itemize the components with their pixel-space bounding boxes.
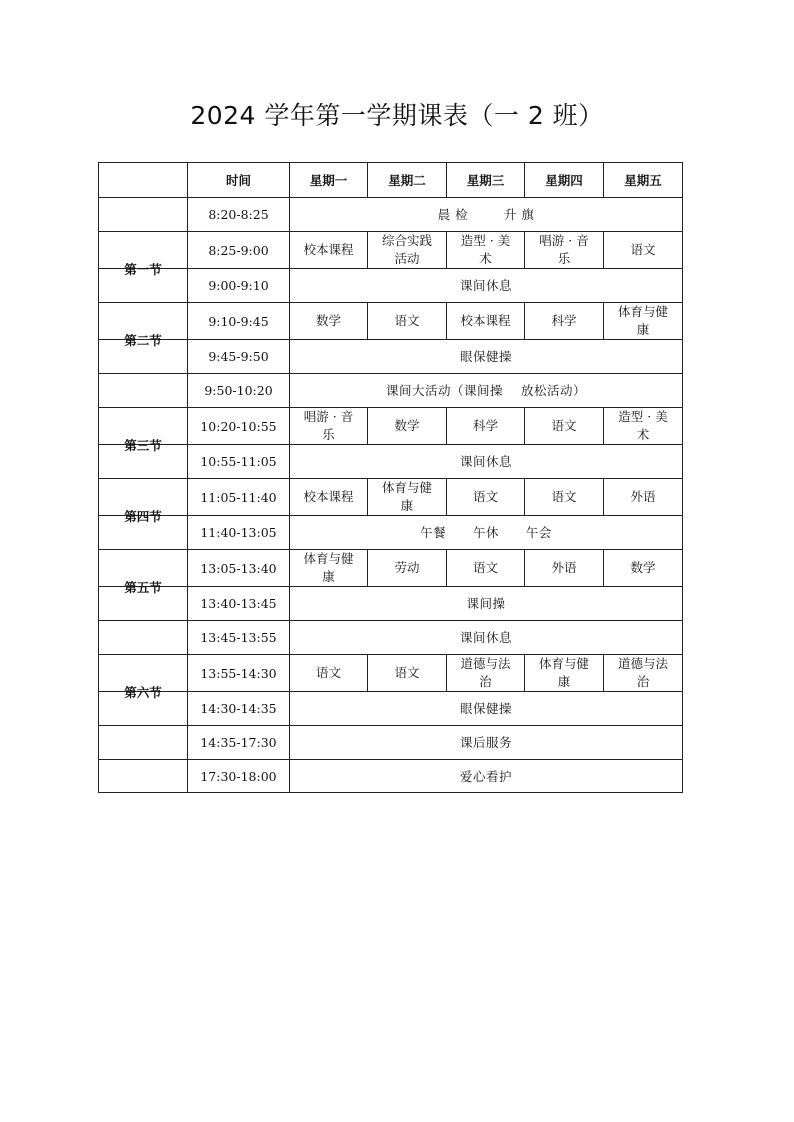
period-cell: [99, 198, 188, 232]
subject-cell: [604, 479, 683, 516]
activity-label: 眼保健操: [459, 701, 512, 716]
table-row: [99, 269, 683, 303]
period-cell: [99, 408, 188, 453]
subject-cell: [604, 655, 683, 692]
table-row: [99, 587, 683, 621]
time-cell: 13:40-13:45: [188, 587, 290, 621]
subject-cell: [368, 550, 447, 587]
subject-label: 道德与法治: [617, 656, 668, 689]
time-cell: 13:45-13:55: [188, 621, 290, 655]
time-cell: 10:55-11:05: [188, 445, 290, 479]
subject-label: 语文: [394, 665, 420, 680]
period-cell: [99, 479, 188, 524]
table-row: [99, 408, 683, 445]
table-row: [99, 516, 683, 550]
subject-label: 道德与法治: [460, 656, 511, 689]
activity-label: 课间休息: [459, 630, 512, 645]
time-cell: 17:30-18:00: [188, 760, 290, 793]
subject-cell: [525, 303, 604, 340]
subject-label: 语文: [551, 418, 577, 433]
table-row: [99, 303, 683, 340]
time-cell: 9:45-9:50: [188, 340, 290, 374]
activity-label: 午餐 午休 午会: [420, 525, 552, 540]
time-cell: 9:00-9:10: [188, 269, 290, 303]
subject-label: 外语: [551, 560, 577, 575]
period-cell: [99, 655, 188, 700]
subject-label: 体育与健康: [381, 480, 432, 513]
table-row: [99, 550, 683, 587]
subject-label: 体育与健康: [617, 304, 668, 337]
activity-cell: [290, 269, 683, 303]
activity-label: 课后服务: [459, 735, 512, 750]
header-blank: [99, 163, 188, 198]
time-cell: 9:10-9:45: [188, 303, 290, 340]
subject-label: 数学: [394, 418, 420, 433]
activity-cell: [290, 340, 683, 374]
subject-cell: [290, 303, 368, 340]
header-monday: 星期一: [290, 163, 368, 198]
period-label: 第六节: [124, 685, 162, 700]
subject-label: 唱游 · 音乐: [303, 409, 354, 442]
subject-label: 语文: [472, 560, 498, 575]
activity-cell: [290, 726, 683, 760]
subject-label: 科学: [472, 418, 498, 433]
subject-cell: [368, 408, 447, 445]
period-label: 第二节: [124, 333, 162, 348]
period-cell: [99, 374, 188, 408]
period-label: 第五节: [124, 580, 162, 595]
subject-cell: [525, 550, 604, 587]
subject-cell: [368, 479, 447, 516]
timetable: [98, 162, 683, 793]
table-row: [99, 232, 683, 269]
subject-label: 外语: [630, 489, 656, 504]
subject-cell: [290, 479, 368, 516]
table-row: [99, 692, 683, 726]
table-row: [99, 198, 683, 232]
subject-cell: [604, 408, 683, 445]
activity-cell: [290, 760, 683, 793]
subject-label: 语文: [394, 313, 420, 328]
activity-label: 课间大活动（课间操 放松活动）: [386, 383, 586, 398]
table-row: [99, 726, 683, 760]
time-cell: 14:35-17:30: [188, 726, 290, 760]
activity-cell: [290, 198, 683, 232]
subject-cell: [290, 655, 368, 692]
activity-cell: [290, 621, 683, 655]
time-cell: 10:20-10:55: [188, 408, 290, 445]
time-cell: 11:40-13:05: [188, 516, 290, 550]
activity-cell: [290, 374, 683, 408]
activity-label: 眼保健操: [459, 349, 512, 364]
table-row: [99, 374, 683, 408]
activity-cell: [290, 692, 683, 726]
timetable-body: [99, 198, 683, 793]
subject-label: 语文: [472, 489, 498, 504]
subject-cell: [290, 232, 368, 269]
subject-cell: [525, 232, 604, 269]
time-cell: 8:20-8:25: [188, 198, 290, 232]
subject-cell: [290, 408, 368, 445]
subject-label: 唱游 · 音乐: [539, 233, 589, 266]
subject-cell: [368, 232, 447, 269]
subject-label: 造型 · 美术: [460, 233, 511, 266]
period-cell: [99, 303, 188, 348]
table-row: [99, 655, 683, 692]
subject-cell: [447, 232, 525, 269]
activity-label: 晨 检 升 旗: [437, 207, 535, 222]
subject-label: 数学: [630, 560, 656, 575]
header-wednesday: 星期三: [447, 163, 525, 198]
period-cell: [99, 726, 188, 760]
subject-label: 校本课程: [460, 313, 511, 328]
subject-cell: [447, 479, 525, 516]
header-friday: 星期五: [604, 163, 683, 198]
period-label: 第一节: [124, 262, 162, 277]
activity-label: 课间休息: [459, 454, 512, 469]
period-label: 第四节: [124, 509, 162, 524]
subject-cell: [447, 303, 525, 340]
subject-cell: [525, 655, 604, 692]
subject-cell: [604, 303, 683, 340]
subject-label: 体育与健康: [303, 551, 354, 584]
period-label: 第三节: [124, 438, 162, 453]
subject-label: 语文: [551, 489, 577, 504]
subject-cell: [604, 232, 683, 269]
period-cell: [99, 550, 188, 595]
subject-label: 语文: [630, 242, 656, 257]
subject-label: 校本课程: [303, 489, 354, 504]
activity-cell: [290, 516, 683, 550]
subject-label: 造型 · 美术: [618, 409, 668, 442]
time-cell: 14:30-14:35: [188, 692, 290, 726]
period-cell: [99, 760, 188, 793]
table-row: [99, 340, 683, 374]
subject-label: 综合实践活动: [381, 233, 432, 266]
page-title: 2024 学年第一学期课表（一 2 班）: [190, 101, 604, 130]
activity-label: 课间休息: [459, 278, 512, 293]
table-row: [99, 445, 683, 479]
subject-cell: [290, 550, 368, 587]
subject-cell: [525, 408, 604, 445]
subject-label: 语文: [315, 665, 341, 680]
activity-cell: [290, 445, 683, 479]
header-tuesday: 星期二: [368, 163, 447, 198]
subject-cell: [525, 479, 604, 516]
activity-label: 课间操: [466, 596, 506, 611]
header-thursday: 星期四: [525, 163, 604, 198]
subject-label: 科学: [551, 313, 577, 328]
subject-cell: [447, 408, 525, 445]
time-cell: 9:50-10:20: [188, 374, 290, 408]
subject-label: 体育与健康: [538, 656, 589, 689]
header-time: 时间: [188, 163, 290, 198]
time-cell: 8:25-9:00: [188, 232, 290, 269]
subject-label: 劳动: [394, 560, 420, 575]
table-row: [99, 760, 683, 793]
activity-cell: [290, 587, 683, 621]
subject-label: 数学: [315, 313, 341, 328]
period-cell: [99, 232, 188, 277]
subject-cell: [368, 655, 447, 692]
subject-cell: [447, 655, 525, 692]
activity-label: 爱心看护: [459, 768, 512, 784]
time-cell: 11:05-11:40: [188, 479, 290, 516]
time-cell: 13:55-14:30: [188, 655, 290, 692]
subject-cell: [368, 303, 447, 340]
subject-label: 校本课程: [303, 242, 354, 257]
time-cell: 13:05-13:40: [188, 550, 290, 587]
subject-cell: [604, 550, 683, 587]
header-row: [99, 163, 683, 198]
subject-cell: [447, 550, 525, 587]
table-row: [99, 479, 683, 516]
period-cell: [99, 621, 188, 655]
table-row: [99, 621, 683, 655]
